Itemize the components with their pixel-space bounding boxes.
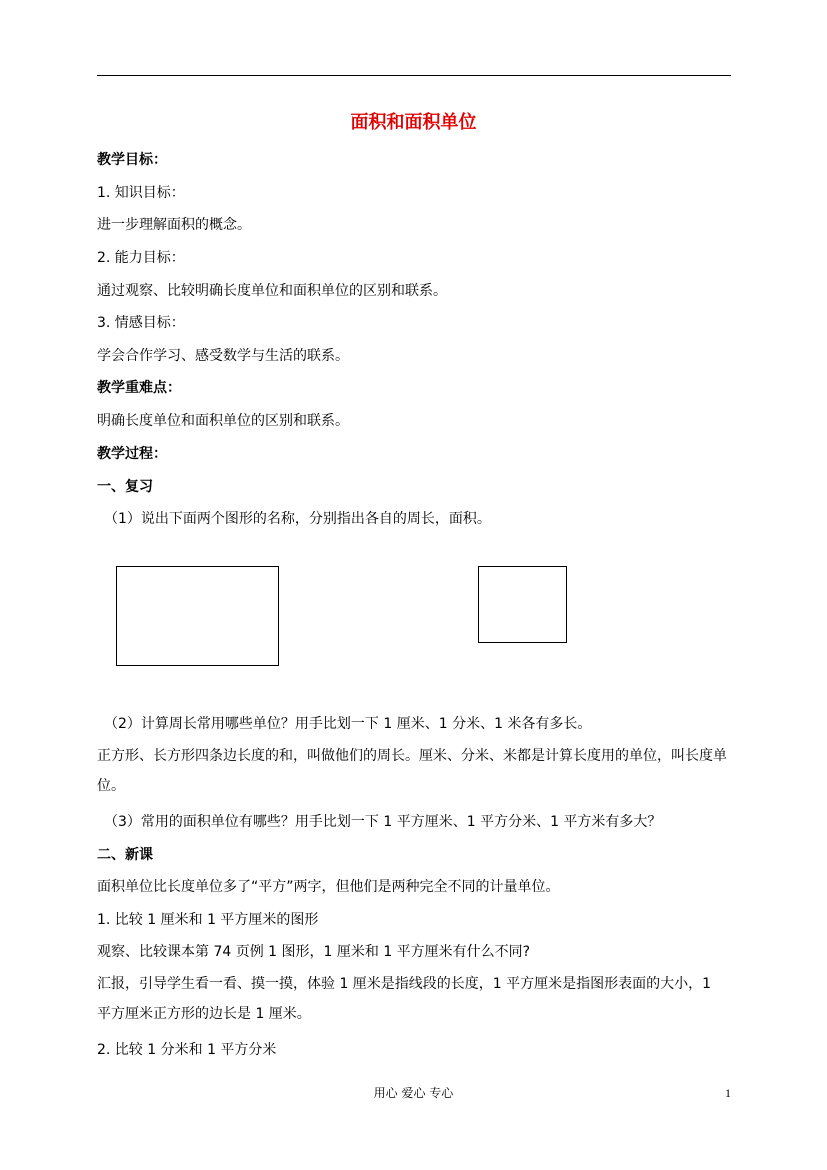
header-rule (97, 75, 731, 76)
compare-1-answer: 汇报，引导学生看一看、摸一摸，体验 1 厘米是指线段的长度，1 平方厘米是指图形表面的大小，1 平方厘米正方形的边长是 1 厘米。 (97, 976, 712, 1022)
page-number: 1 (725, 1086, 731, 1100)
goals-heading: 教学目标： (97, 152, 167, 168)
review-question-2-answer: 正方形、长方形四条边长度的和，叫做他们的周长。厘米、分米、米都是计算长度用的单位，叫长度单位。 (97, 748, 727, 794)
difficulty-heading: 教学重难点： (97, 380, 181, 396)
page-title: 面积和面积单位 (350, 112, 477, 133)
goal3-text: 学会合作学习、感受数学与生活的联系。 (97, 348, 349, 364)
footer-motto: 用心 爱心 专心 (373, 1086, 454, 1100)
review-question-3: （3）常用的面积单位有哪些？用手比划一下 1 平方厘米、1 平方分米、1 平方米有多大？ (104, 814, 662, 830)
goal1-text: 进一步理解面积的概念。 (97, 217, 251, 233)
review-question-2: （2）计算周长常用哪些单位？用手比划一下 1 厘米、1 分米、1 米各有多长。 (104, 716, 592, 732)
compare-1-label: 1. 比较 1 厘米和 1 平方厘米的图形 (97, 912, 319, 928)
goal3-label: 3. 情感目标： (97, 315, 185, 331)
square-figure (478, 566, 567, 643)
process-heading: 教学过程： (97, 446, 167, 462)
difficulty-text: 明确长度单位和面积单位的区别和联系。 (97, 413, 349, 429)
compare-1-question: 观察、比较课本第 74 页例 1 图形，1 厘米和 1 平方厘米有什么不同? (97, 944, 531, 960)
goal2-text: 通过观察、比较明确长度单位和面积单位的区别和联系。 (97, 283, 447, 299)
goal2-label: 2. 能力目标： (97, 250, 185, 266)
new-lesson-heading: 二、新课 (97, 847, 153, 863)
new-lesson-intro: 面积单位比长度单位多了“平方”两字，但他们是两种完全不同的计量单位。 (97, 879, 560, 895)
goal1-label: 1. 知识目标： (97, 185, 185, 201)
review-question-1: （1）说出下面两个图形的名称，分别指出各自的周长，面积。 (104, 511, 491, 527)
rectangle-figure (116, 566, 279, 666)
compare-2-label: 2. 比较 1 分米和 1 平方分米 (97, 1042, 277, 1058)
review-heading: 一、复习 (97, 479, 153, 495)
